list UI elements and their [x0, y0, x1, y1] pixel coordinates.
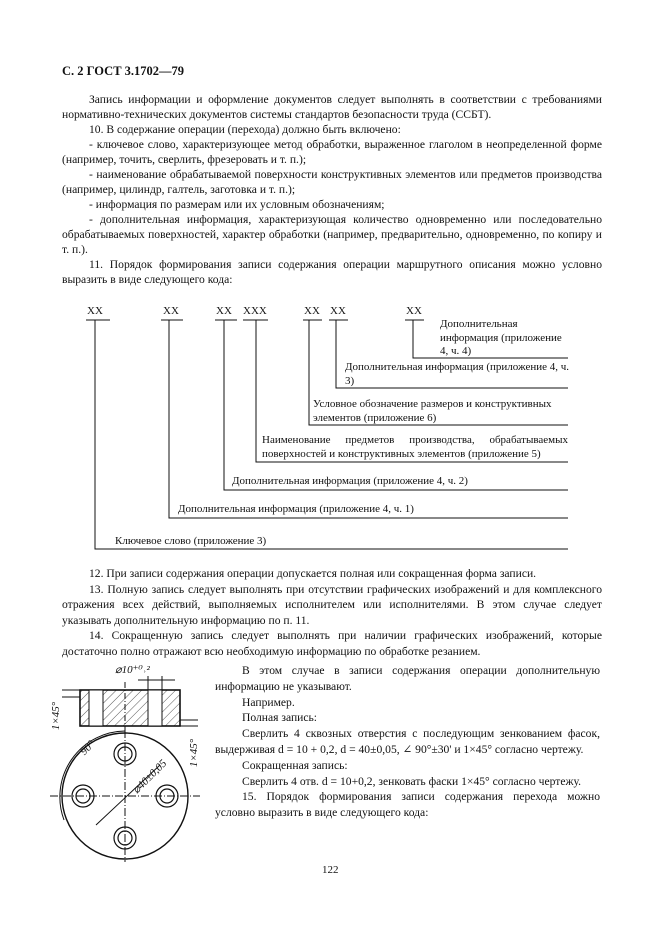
- chamfer-dimension-left: 1×45°: [50, 701, 63, 731]
- code-label: Дополнительная информация (приложение 4, ч. 3): [345, 361, 570, 387]
- list-item: - наименование обрабатываемой поверхности конструктивных элементов или предметов производства (например, цилиндр, галтель, заготовка и т. п.);: [62, 168, 602, 196]
- code-label: Дополнительная информация (приложение 4, ч. 2): [232, 475, 468, 487]
- code-segment: XX: [216, 305, 232, 317]
- paragraph-12: 12. При записи содержания операции допускается полная или сокращенная форма записи.: [89, 567, 537, 580]
- code-label: Условное обозначение размеров и конструктивных элементов (приложение 6): [313, 398, 552, 424]
- paragraph: Полная запись:: [242, 711, 318, 725]
- chamfer-dimension-right: 1×45°: [188, 738, 201, 768]
- code-segment: XXX: [243, 305, 267, 317]
- paragraph-14: 14. Сокращенную запись следует выполнять при наличии графических изображений, которые достаточно полно отражают всю необходимую информацию по обработке резанием.: [62, 629, 602, 658]
- paragraph-15: 15. Порядок формирования записи содержания перехода можно условно выразить в виде следующего кода:: [215, 790, 600, 820]
- paragraph-10: 10. В содержание операции (перехода) должно быть включено:: [89, 123, 401, 136]
- body-text-right: [215, 663, 600, 821]
- code-segment: XX: [330, 305, 346, 317]
- paragraph: Сокращенная запись:: [242, 758, 348, 772]
- list-item: - дополнительная информация, характеризующая количество одновременно или последовательно обрабатываемых поверхностей, характер обработки (например, предварительно, одновременно, по копиру и т. п.).: [62, 213, 602, 256]
- paragraph-11: 11. Порядок формирования записи содержания операции маршрутного описания можно условно выразить в виде следующего кода:: [62, 258, 602, 286]
- code-segment: XX: [406, 305, 422, 317]
- code-label: Дополнительная информация (приложение 4, ч. 1): [178, 503, 414, 515]
- code-label: Дополнительная информация (приложение 4, ч. 4): [440, 318, 562, 357]
- page-number: 122: [322, 864, 339, 876]
- paragraph-13: 13. Полную запись следует выполнять при отсутствии графических изображений и для комплексного отражения всех действий, выполняемых исполнителем или исполнителями. В этом случае следует указывать дополнительную информацию по п. 11.: [62, 582, 602, 627]
- paragraph-intro: Запись информации и оформление документов следует выполнять в соответствии с требованиями нормативно-технических документов системы стандартов безопасности труда (ССБТ).: [62, 93, 602, 121]
- paragraph: Сверлить 4 сквозных отверстия с последующим зенкованием фасок, выдерживая d = 10 + 0,2, d = 40±0,05, ∠ 90°±30' и 1×45° согласно чертежу.: [215, 727, 600, 756]
- angle-dimension: 90°: [78, 738, 98, 758]
- page-header: С. 2 ГОСТ 3.1702—79: [62, 64, 185, 78]
- code-label: Наименование предметов производства, обрабатываемых поверхностей и конструктивных элементов (приложение 5): [262, 434, 568, 460]
- paragraph: Сверлить 4 отв. d = 10+0,2, зенковать фаски 1×45° согласно чертежу.: [242, 774, 582, 788]
- circle-dimension: ⌀40±0,05: [130, 757, 170, 797]
- code-label: Ключевое слово (приложение 3): [115, 535, 267, 547]
- list-item: - информация по размерам или их условным обозначениям;: [89, 198, 385, 211]
- code-segment: XX: [304, 305, 320, 317]
- code-segment: XX: [163, 305, 179, 317]
- paragraph: Например.: [242, 695, 295, 709]
- paragraph: В этом случае в записи содержания операции дополнительную информацию не указывают.: [215, 664, 600, 693]
- hole-dimension: ⌀10⁺⁰˒²: [115, 664, 150, 676]
- code-segment: XX: [87, 305, 103, 317]
- list-item: - ключевое слово, характеризующее метод обработки, выраженное глаголом в неопределенной форме (например, точить, сверлить, фрезеровать и т. п.);: [62, 138, 602, 166]
